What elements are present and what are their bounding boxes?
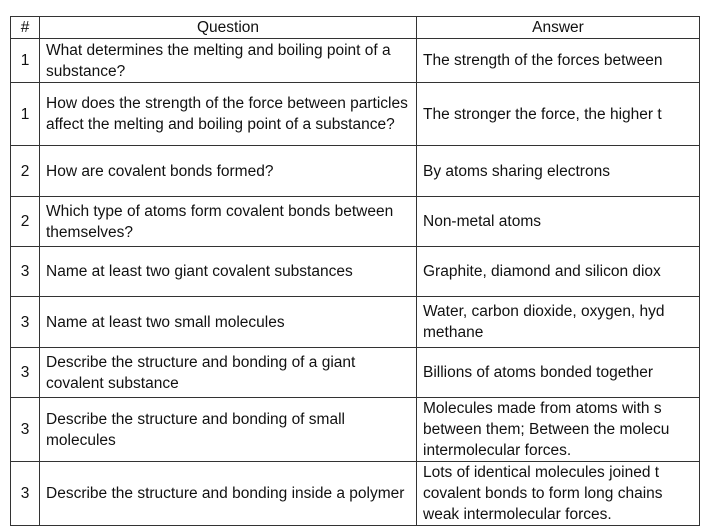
- row-number: 3: [11, 462, 40, 526]
- row-number: 2: [11, 197, 40, 247]
- header-answer: Answer: [417, 17, 700, 39]
- row-number: 1: [11, 83, 40, 146]
- answer-cell: By atoms sharing electrons: [417, 146, 700, 197]
- row-number: 3: [11, 398, 40, 462]
- header-number: #: [11, 17, 40, 39]
- row-number: 3: [11, 348, 40, 398]
- question-cell: How does the strength of the force between particles affect the melting and boiling point of a substance?: [40, 83, 417, 146]
- row-number: 1: [11, 39, 40, 83]
- question-cell: Name at least two small molecules: [40, 297, 417, 348]
- question-cell: How are covalent bonds formed?: [40, 146, 417, 197]
- table-row: [11, 197, 700, 247]
- header-row: [11, 17, 700, 39]
- table-row: [11, 146, 700, 197]
- table-row: [11, 348, 700, 398]
- answer-cell: Molecules made from atoms with s between them; Between the molecu intermolecular forces.: [417, 398, 700, 462]
- question-cell: Which type of atoms form covalent bonds between themselves?: [40, 197, 417, 247]
- table-row: [11, 462, 700, 526]
- table-row: [11, 83, 700, 146]
- answer-cell: Graphite, diamond and silicon diox: [417, 247, 700, 297]
- question-cell: Describe the structure and bonding of a giant covalent substance: [40, 348, 417, 398]
- answer-cell: Water, carbon dioxide, oxygen, hyd methane: [417, 297, 700, 348]
- table-row: [11, 39, 700, 83]
- answer-cell: Non-metal atoms: [417, 197, 700, 247]
- table-row: [11, 297, 700, 348]
- question-cell: Name at least two giant covalent substances: [40, 247, 417, 297]
- answer-cell: The stronger the force, the higher t: [417, 83, 700, 146]
- header-question: Question: [40, 17, 417, 39]
- answer-cell: Billions of atoms bonded together: [417, 348, 700, 398]
- row-number: 3: [11, 247, 40, 297]
- table-row: [11, 398, 700, 462]
- answer-cell: The strength of the forces between: [417, 39, 700, 83]
- question-cell: Describe the structure and bonding inside a polymer: [40, 462, 417, 526]
- question-cell: Describe the structure and bonding of small molecules: [40, 398, 417, 462]
- table-row: [11, 247, 700, 297]
- questions-table: [10, 16, 700, 526]
- row-number: 3: [11, 297, 40, 348]
- question-cell: What determines the melting and boiling point of a substance?: [40, 39, 417, 83]
- answer-cell: Lots of identical molecules joined t covalent bonds to form long chains weak intermolecular forces.: [417, 462, 700, 526]
- row-number: 2: [11, 146, 40, 197]
